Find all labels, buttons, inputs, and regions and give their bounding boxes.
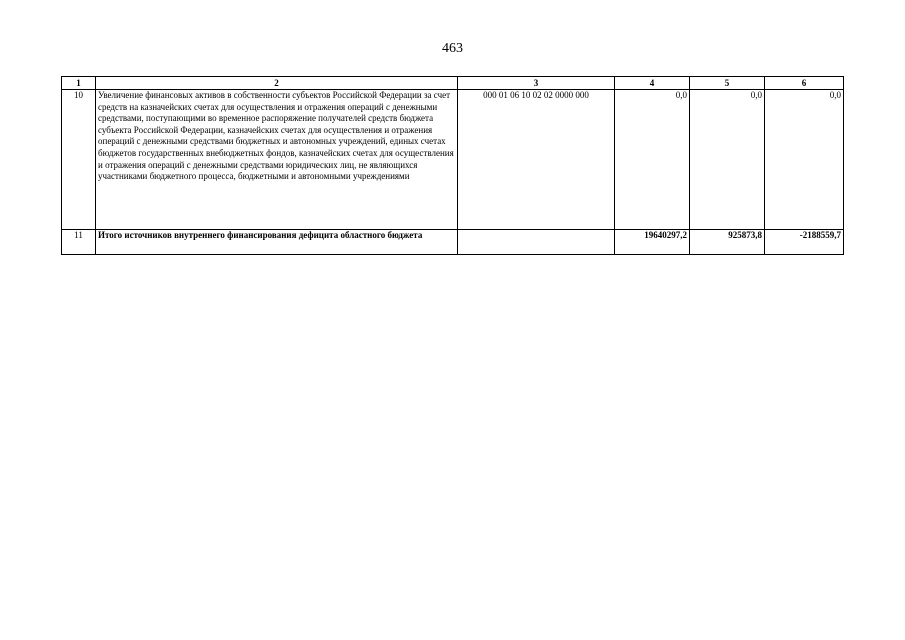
row-value-6: 0,0 — [765, 90, 844, 230]
column-header-2: 2 — [96, 77, 458, 90]
column-header-5: 5 — [690, 77, 765, 90]
row-name: Итого источников внутреннего финансирования дефицита областного бюджета — [96, 230, 458, 255]
table-header-row — [62, 77, 844, 90]
row-value-5: 0,0 — [690, 90, 765, 230]
row-number: 11 — [62, 230, 96, 255]
budget-sources-table — [61, 76, 844, 255]
column-header-3: 3 — [458, 77, 615, 90]
row-name: Увеличение финансовых активов в собственности субъектов Российской Федерации за счет средств на казначейских счетах для осуществления и отражения операций с денежными средствами, поступающими во временное распоряжение получателей средств бюджета субъекта Российской Федерации, казначейских счетах для осуществления и отражения операций с денежными средствами бюджетных и автономных учреждений, единых счетах бюджетов государственных внебюджетных фондов, казначейских счетах для осуществления и отражения операций с денежными средствами юридических лиц, не являющихся участниками бюджетного процесса, бюджетными и автономными учреждениями — [96, 90, 458, 230]
table-row — [62, 90, 844, 230]
page-number: 463 — [442, 41, 463, 56]
column-header-4: 4 — [615, 77, 690, 90]
row-code — [458, 230, 615, 255]
row-value-5: 925873,8 — [690, 230, 765, 255]
column-header-1: 1 — [62, 77, 96, 90]
row-value-4: 19640297,2 — [615, 230, 690, 255]
total-row — [62, 230, 844, 255]
row-value-4: 0,0 — [615, 90, 690, 230]
row-value-6: -2188559,7 — [765, 230, 844, 255]
row-number: 10 — [62, 90, 96, 230]
row-code: 000 01 06 10 02 02 0000 000 — [458, 90, 615, 230]
column-header-6: 6 — [765, 77, 844, 90]
